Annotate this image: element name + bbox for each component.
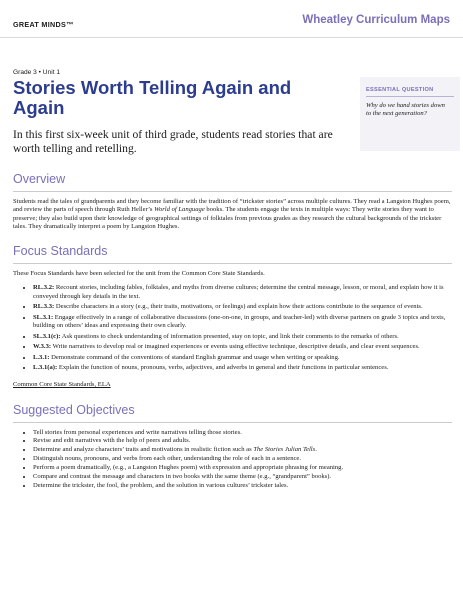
objective-item	[33, 446, 452, 454]
essential-question-divider	[366, 96, 454, 97]
objectives-list	[13, 429, 452, 491]
standard-text: Explain the function of nouns, pronouns, verbs, adjectives, and adverbs in general and their functions in particular sentences.	[57, 363, 389, 371]
standard-text: Ask questions to check understanding of information presented, stay on topic, and link their comments to the remarks of others.	[60, 332, 399, 340]
standard-item	[33, 364, 452, 372]
main-content	[13, 172, 452, 503]
standard-item	[33, 303, 452, 311]
page-title: Stories Worth Telling Again and Again	[13, 77, 292, 118]
overview-text-part: books. The students engage the texts in multiple ways: They write stories they want to preserve; they also build upon their knowledge of geographical settings of folktales from previous grades as they research the cultural backgrounds of the trickster tales. They dramatically interpret a poem by Langston Hughes.	[13, 206, 442, 230]
section-divider	[13, 422, 452, 423]
objective-item: • Revise and edit narratives with the help of peers and adults.	[33, 437, 452, 445]
focus-standards-heading: Focus Standards	[13, 244, 108, 259]
objective-item: • Compare and contrast the message and characters in two books with the same theme (e.g., “grandparent” books).	[33, 473, 452, 481]
standard-item	[33, 354, 452, 362]
standard-text: Engage effectively in a range of collaborative discussions (one-on-one, in groups, and teacher-led) with diverse partners on grade 3 topics and texts, building on others’ ideas and expressing their own clearly.	[33, 313, 446, 330]
header-divider	[0, 37, 463, 38]
overview-text	[13, 198, 452, 231]
standard-text: Demonstrate command of the conventions of standard English grammar and usage when writing or speaking.	[49, 353, 340, 361]
objective-text: Determine and analyze characters’ traits and motivations in realistic fiction such as	[33, 446, 254, 454]
standard-code: L.3.1:	[33, 353, 50, 361]
overview-text-part: Students read the tales of grandparents and they become familiar with the tradition of “trickster stories” across multiple cultures. They read a Langston Hughes poem, and review the parts of speech through Ruth Heller’s	[13, 198, 451, 214]
standard-code: RL.3.3:	[33, 303, 55, 311]
book-title: The Stories Julian Tells	[253, 446, 316, 454]
focus-standards-section	[13, 244, 452, 389]
essential-question-text: Why do we hand stories down to the next generation?	[366, 102, 445, 118]
section-divider	[13, 191, 452, 192]
essential-question-label: ESSENTIAL QUESTION	[366, 87, 434, 93]
document-series-title: Wheatley Curriculum Maps	[302, 14, 450, 26]
objectives-section	[13, 403, 452, 491]
standard-code: SL.3.1(c):	[33, 332, 61, 340]
essential-question-box	[360, 77, 460, 151]
brand-logo: GREAT MINDS™	[13, 20, 74, 29]
standard-code: SL.3.1:	[33, 313, 54, 321]
standard-item	[33, 284, 452, 301]
standard-code: W.3.3:	[33, 343, 52, 351]
grade-unit-label: Grade 3 • Unit 1	[13, 69, 61, 76]
objective-item: • Determine the trickster, the fool, the problem, and the solution in various cultures’ trickster tales.	[33, 482, 452, 490]
standards-list	[13, 284, 452, 372]
overview-heading: Overview	[13, 172, 66, 186]
standard-code: L.3.1(a):	[33, 363, 58, 371]
page-subtitle: In this first six-week unit of third grade, students read stories that are worth telling and retelling.	[13, 128, 333, 155]
objective-item: • Perform a poem dramatically, (e.g., a Langston Hughes poem) with expression and appropriate phrasing for meaning.	[33, 464, 452, 472]
standard-text: Describe characters in a story (e.g., their traits, motivations, or feelings) and explain how their actions contribute to the sequence of events.	[54, 303, 423, 311]
standard-item	[33, 343, 452, 351]
section-divider	[13, 263, 452, 264]
objective-item: • Distinguish nouns, pronouns, and verbs from each other, understanding the role of each in a sentence.	[33, 455, 452, 463]
ccss-link[interactable]: Common Core State Standards, ELA	[13, 381, 111, 389]
book-title: World of Language	[154, 206, 205, 214]
objective-text: .	[315, 446, 317, 454]
standard-text: Recount stories, including fables, folktales, and myths from diverse cultures; determine the central message, lesson, or moral, and explain how it is conveyed through key details in the text.	[33, 284, 444, 300]
objectives-heading: Suggested Objectives	[13, 402, 135, 417]
objective-item: • Tell stories from personal experiences and write narratives telling those stories.	[33, 429, 452, 437]
standard-text: Write narratives to develop real or imagined experiences or events using effective technique, descriptive details, and clear event sequences.	[51, 343, 420, 351]
standard-code: RL.3.2:	[33, 284, 55, 292]
standard-item	[33, 333, 452, 341]
focus-standards-intro: These Focus Standards have been selected for the unit from the Common Core State Standards.	[13, 270, 265, 278]
standard-item	[33, 314, 452, 331]
overview-section	[13, 172, 452, 231]
